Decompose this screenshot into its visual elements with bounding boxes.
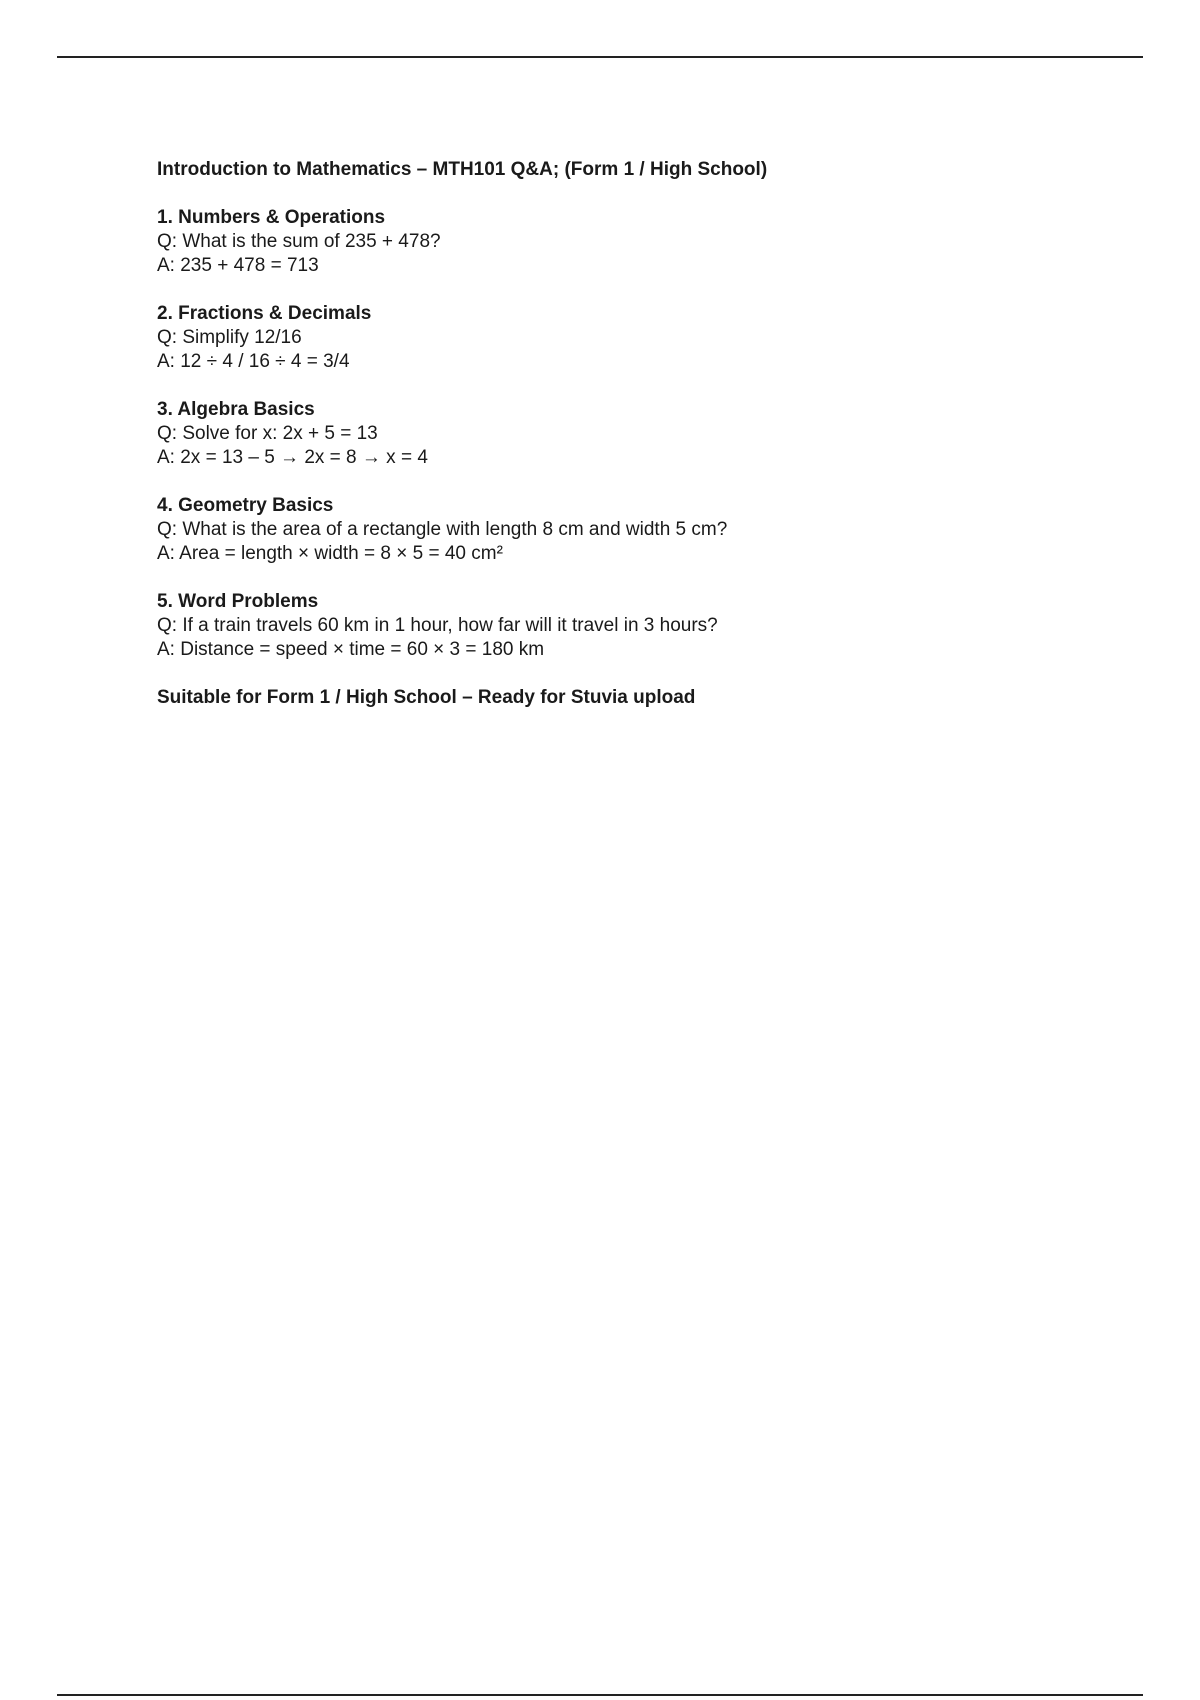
question-text: Q: Simplify 12/16: [157, 327, 302, 348]
section-geometry-basics: [157, 494, 1057, 566]
question-text: Q: What is the sum of 235 + 478?: [157, 231, 441, 252]
document-body: [157, 158, 1057, 710]
question-text: Q: What is the area of a rectangle with length 8 cm and width 5 cm?: [157, 519, 728, 540]
section-heading: 2. Fractions & Decimals: [157, 303, 372, 324]
question-text: Q: Solve for x: 2x + 5 = 13: [157, 423, 378, 444]
document-title: Introduction to Mathematics – MTH101 Q&A; (Form 1 / High School): [157, 159, 768, 180]
bottom-rule: [57, 1694, 1143, 1696]
question-text: Q: If a train travels 60 km in 1 hour, how far will it travel in 3 hours?: [157, 615, 718, 636]
top-rule: [57, 56, 1143, 58]
section-algebra-basics: [157, 398, 1057, 470]
section-heading: 1. Numbers & Operations: [157, 207, 386, 228]
answer-text: A: Area = length × width = 8 × 5 = 40 cm²: [157, 543, 503, 564]
section-heading: 3. Algebra Basics: [157, 399, 315, 420]
answer-text: A: 2x = 13 – 5 → 2x = 8 → x = 4: [157, 447, 428, 468]
answer-text: A: Distance = speed × time = 60 × 3 = 180 km: [157, 639, 545, 660]
section-numbers-operations: [157, 206, 1057, 278]
answer-text: A: 12 ÷ 4 / 16 ÷ 4 = 3/4: [157, 351, 350, 372]
answer-text: A: 235 + 478 = 713: [157, 255, 319, 276]
section-heading: 5. Word Problems: [157, 591, 319, 612]
section-word-problems: [157, 590, 1057, 662]
document-footer-note: Suitable for Form 1 / High School – Ready for Stuvia upload: [157, 687, 696, 708]
section-fractions-decimals: [157, 302, 1057, 374]
section-heading: 4. Geometry Basics: [157, 495, 334, 516]
